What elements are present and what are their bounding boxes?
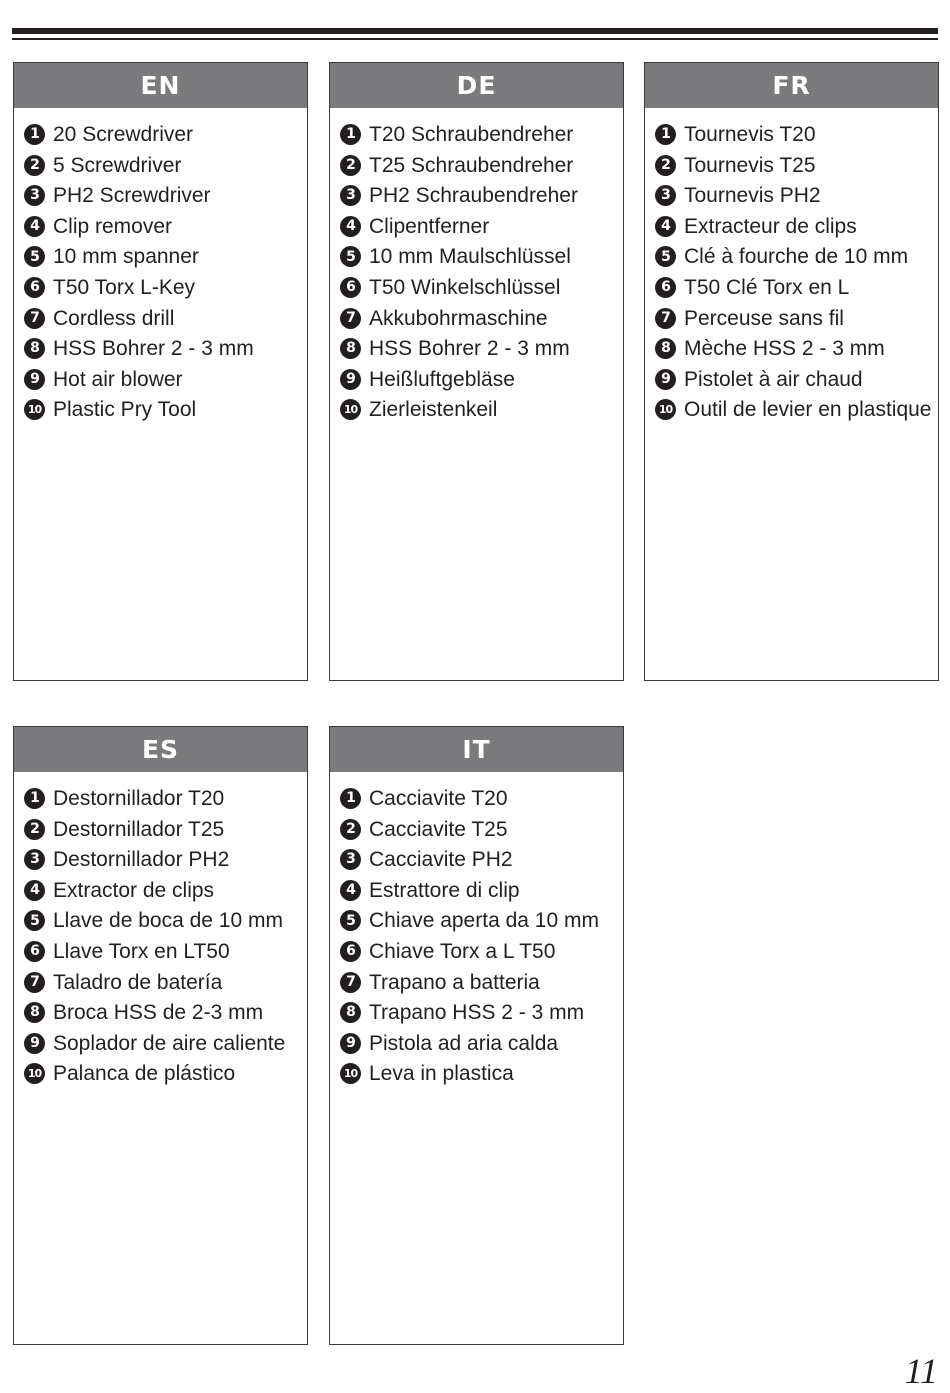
- tool-list-item: [24, 365, 307, 396]
- item-number-badge: 10: [340, 1063, 361, 1084]
- item-number-badge: 1: [24, 124, 45, 145]
- tool-list-item: [340, 815, 623, 846]
- tool-list-item: [24, 876, 307, 907]
- item-number-badge: 3: [340, 849, 361, 870]
- tool-list-item: [655, 181, 938, 212]
- item-label: Tournevis T20: [684, 123, 816, 146]
- tool-list-item: [655, 120, 938, 151]
- item-label: HSS Bohrer 2 - 3 mm: [53, 337, 254, 361]
- language-panel-it: [329, 726, 624, 1345]
- item-label: Destornillador T20: [53, 787, 225, 810]
- item-number-badge: 8: [340, 1002, 361, 1023]
- panel-header: DE: [330, 63, 623, 108]
- tool-list-item: [655, 151, 938, 182]
- item-label: Extracteur de clips: [684, 214, 857, 238]
- tool-list-item: [24, 242, 307, 273]
- language-panel-de: [329, 62, 624, 681]
- tool-list-item: [655, 334, 938, 365]
- panel-header: ES: [14, 727, 307, 772]
- tool-list-item: [340, 906, 623, 937]
- tool-list-item: [24, 968, 307, 999]
- tool-list-item: [24, 181, 307, 212]
- item-label: Estrattore di clip: [369, 878, 520, 902]
- tool-list: [645, 108, 938, 426]
- item-label: Clip remover: [53, 214, 173, 238]
- panel-header: EN: [14, 63, 307, 108]
- tool-list-item: [24, 1029, 307, 1060]
- tool-list-item: [24, 906, 307, 937]
- item-label: T25 Schraubendreher: [369, 153, 574, 177]
- item-number-badge: 10: [655, 399, 676, 420]
- item-number-badge: 7: [340, 308, 361, 329]
- item-label: Clipentferner: [369, 214, 490, 238]
- tool-list-item: [24, 937, 307, 968]
- item-number-badge: 8: [655, 338, 676, 359]
- item-label: Outil de levier en plastique: [684, 398, 932, 422]
- item-label: Palanca de plástico: [53, 1062, 236, 1086]
- item-label: HSS Bohrer 2 - 3 mm: [369, 337, 570, 361]
- tool-list-item: [655, 304, 938, 335]
- item-label: Taladro de batería: [53, 970, 223, 994]
- item-number-badge: 4: [655, 216, 676, 237]
- tool-list-item: [655, 365, 938, 396]
- item-number-badge: 2: [24, 819, 45, 840]
- tool-list-item: [340, 876, 623, 907]
- tool-list-item: [655, 242, 938, 273]
- tool-list-item: [24, 1059, 307, 1090]
- item-label: Soplador de aire caliente: [53, 1031, 286, 1055]
- item-label: T50 Torx L-Key: [53, 275, 196, 299]
- item-label: 10 mm spanner: [53, 245, 199, 269]
- item-number-badge: 9: [24, 369, 45, 390]
- tool-list-item: [24, 815, 307, 846]
- item-label: PH2 Screwdriver: [53, 184, 211, 208]
- item-number-badge: 2: [24, 155, 45, 176]
- tool-list-item: [340, 1059, 623, 1090]
- tool-list: [330, 772, 623, 1090]
- item-number-badge: 5: [24, 246, 45, 267]
- item-label: Cacciavite T25: [369, 817, 508, 841]
- item-label: 20 Screwdriver: [53, 123, 194, 146]
- tool-list-item: [24, 304, 307, 335]
- item-number-badge: 1: [655, 124, 676, 145]
- tool-list: [14, 772, 307, 1090]
- tool-list-item: [340, 968, 623, 999]
- item-number-badge: 7: [24, 308, 45, 329]
- item-number-badge: 2: [655, 155, 676, 176]
- item-label: Hot air blower: [53, 367, 183, 391]
- tool-list-item: [340, 334, 623, 365]
- item-number-badge: 6: [655, 277, 676, 298]
- item-label: Zierleistenkeil: [369, 398, 498, 422]
- item-label: Llave Torx en LT50: [53, 939, 230, 963]
- item-number-badge: 8: [24, 1002, 45, 1023]
- item-number-badge: 1: [340, 788, 361, 809]
- item-number-badge: 9: [24, 1033, 45, 1054]
- item-number-badge: 5: [655, 246, 676, 267]
- item-label: T50 Clé Torx en L: [684, 275, 850, 299]
- item-label: Trapano HSS 2 - 3 mm: [369, 1001, 585, 1025]
- item-label: Tournevis T25: [684, 153, 816, 177]
- item-label: Destornillador PH2: [53, 848, 230, 872]
- item-number-badge: 3: [340, 185, 361, 206]
- item-label: Chiave Torx a L T50: [369, 939, 556, 963]
- tool-list-item: [340, 784, 623, 815]
- item-label: Tournevis PH2: [684, 184, 821, 208]
- tool-list-item: [24, 395, 307, 426]
- tool-list-item: [24, 273, 307, 304]
- tool-list-item: [340, 998, 623, 1029]
- top-rule-thick: [12, 28, 938, 34]
- item-number-badge: 4: [340, 216, 361, 237]
- tool-list-item: [340, 937, 623, 968]
- tool-list-item: [340, 273, 623, 304]
- tool-list-item: [655, 212, 938, 243]
- item-number-badge: 1: [340, 124, 361, 145]
- item-number-badge: 5: [24, 910, 45, 931]
- tool-list-item: [655, 395, 938, 426]
- tool-list-item: [340, 181, 623, 212]
- tool-list-item: [340, 845, 623, 876]
- tool-list-item: [340, 120, 623, 151]
- item-number-badge: 9: [340, 369, 361, 390]
- item-number-badge: 8: [340, 338, 361, 359]
- language-panel-es: [13, 726, 308, 1345]
- item-number-badge: 3: [655, 185, 676, 206]
- item-number-badge: 4: [340, 880, 361, 901]
- item-label: Perceuse sans fil: [684, 306, 844, 330]
- item-label: T50 Winkelschlüssel: [369, 275, 561, 299]
- item-label: Pistolet à air chaud: [684, 367, 863, 391]
- item-label: Pistola ad aria calda: [369, 1031, 559, 1055]
- item-number-badge: 7: [24, 972, 45, 993]
- tool-list-item: [24, 212, 307, 243]
- item-label: Chiave aperta da 10 mm: [369, 909, 599, 933]
- item-label: Extractor de clips: [53, 878, 215, 902]
- item-number-badge: 2: [340, 819, 361, 840]
- tool-list: [14, 108, 307, 426]
- item-number-badge: 1: [24, 788, 45, 809]
- tool-list-item: [340, 242, 623, 273]
- item-number-badge: 8: [24, 338, 45, 359]
- item-number-badge: 6: [340, 941, 361, 962]
- item-label: 10 mm Maulschlüssel: [369, 245, 571, 269]
- item-label: 5 Screwdriver: [53, 153, 182, 177]
- tool-list-item: [340, 1029, 623, 1060]
- item-label: Leva in plastica: [369, 1062, 514, 1086]
- tool-list-item: [24, 845, 307, 876]
- tool-list-item: [340, 151, 623, 182]
- item-label: PH2 Schraubendreher: [369, 184, 578, 208]
- item-number-badge: 10: [24, 1063, 45, 1084]
- tool-list-item: [24, 120, 307, 151]
- tool-list: [330, 108, 623, 426]
- item-number-badge: 4: [24, 880, 45, 901]
- item-label: Llave de boca de 10 mm: [53, 909, 283, 933]
- item-number-badge: 4: [24, 216, 45, 237]
- item-number-badge: 6: [340, 277, 361, 298]
- item-label: Mèche HSS 2 - 3 mm: [684, 337, 885, 361]
- item-number-badge: 10: [24, 399, 45, 420]
- item-number-badge: 9: [655, 369, 676, 390]
- item-label: Destornillador T25: [53, 817, 225, 841]
- tool-list-item: [340, 395, 623, 426]
- item-number-badge: 7: [340, 972, 361, 993]
- tool-list-item: [340, 304, 623, 335]
- item-number-badge: 9: [340, 1033, 361, 1054]
- item-number-badge: 6: [24, 941, 45, 962]
- language-panel-en: [13, 62, 308, 681]
- tool-list-item: [24, 151, 307, 182]
- panel-header: FR: [645, 63, 938, 108]
- item-number-badge: 6: [24, 277, 45, 298]
- item-label: Cacciavite T20: [369, 787, 508, 810]
- item-label: Broca HSS de 2-3 mm: [53, 1001, 264, 1025]
- tool-list-item: [24, 784, 307, 815]
- language-panel-fr: [644, 62, 939, 681]
- item-label: Cacciavite PH2: [369, 848, 513, 872]
- item-label: Plastic Pry Tool: [53, 398, 197, 422]
- tool-list-item: [340, 365, 623, 396]
- item-label: Heißluftgebläse: [369, 367, 515, 391]
- item-label: Clé à fourche de 10 mm: [684, 245, 909, 269]
- item-number-badge: 3: [24, 185, 45, 206]
- item-number-badge: 10: [340, 399, 361, 420]
- item-label: Trapano a batteria: [369, 970, 540, 994]
- panel-header: IT: [330, 727, 623, 772]
- tool-list-item: [340, 212, 623, 243]
- page-number: 11: [904, 1351, 938, 1391]
- item-number-badge: 7: [655, 308, 676, 329]
- item-number-badge: 5: [340, 246, 361, 267]
- item-label: Cordless drill: [53, 306, 175, 330]
- item-number-badge: 3: [24, 849, 45, 870]
- tool-list-item: [24, 334, 307, 365]
- item-number-badge: 5: [340, 910, 361, 931]
- item-label: T20 Schraubendreher: [369, 123, 574, 146]
- top-rule-thin: [12, 38, 938, 40]
- tool-list-item: [24, 998, 307, 1029]
- item-number-badge: 2: [340, 155, 361, 176]
- item-label: Akkubohrmaschine: [369, 306, 548, 330]
- tool-list-item: [655, 273, 938, 304]
